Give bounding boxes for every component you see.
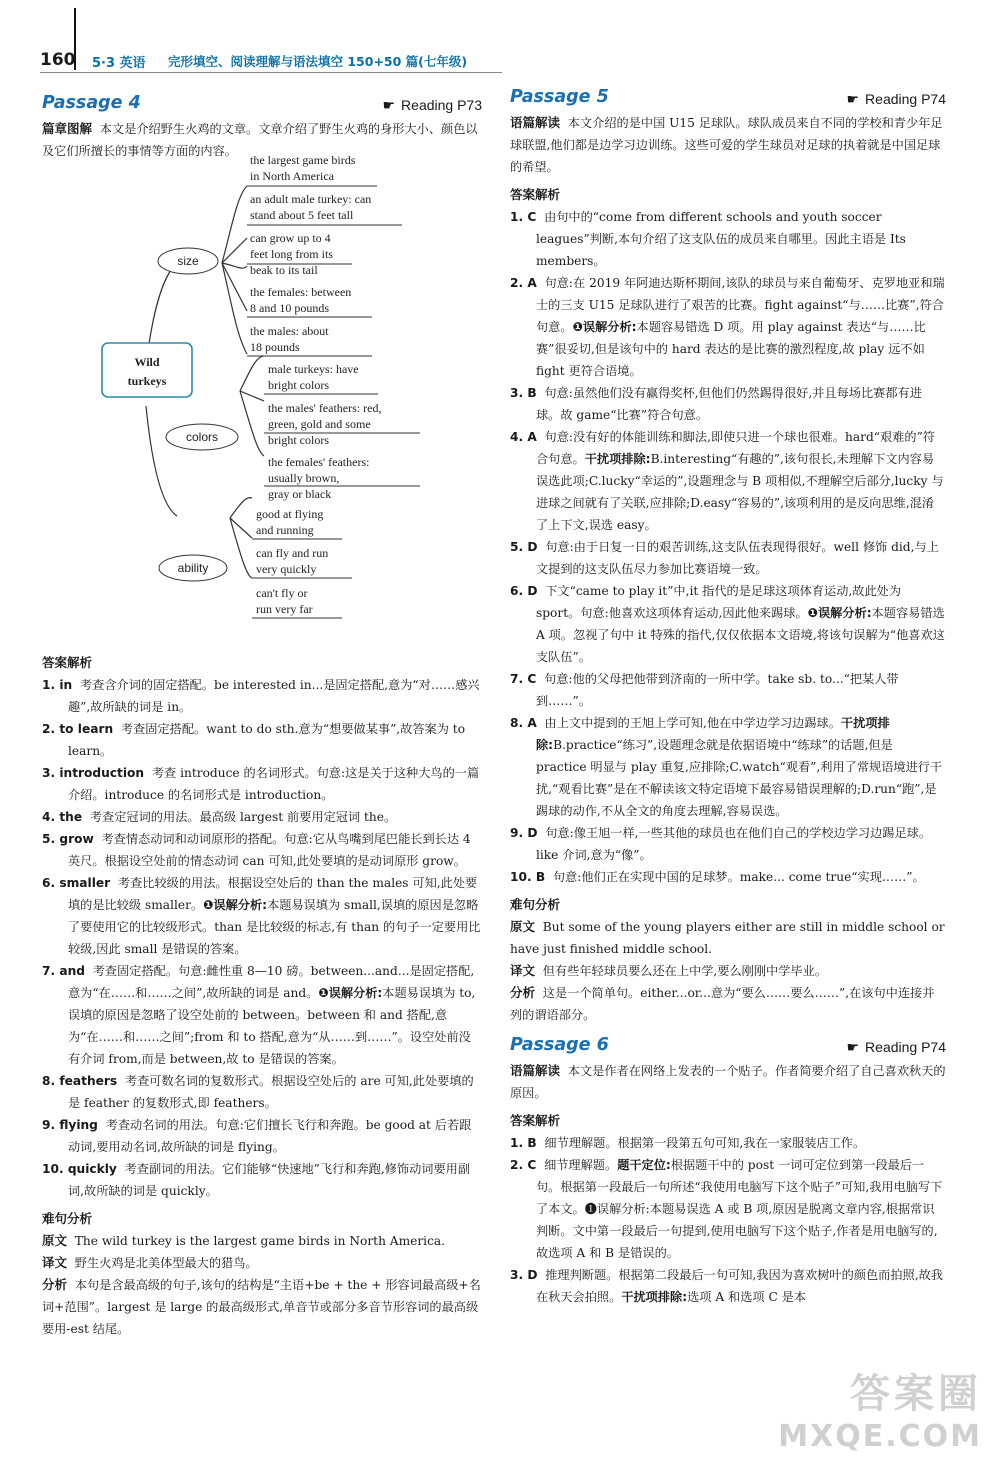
svg-text:can't fly or: can't fly or (256, 586, 308, 600)
mindmap-leaf (250, 324, 329, 354)
answer-item: 6. smaller 考查比较级的用法。根据设空处后的 than the males 可知,此处要填的是比较级 smaller。❶误解分析:本题易误填为 small,误填的原因是忽略了要使用它的比较级形式。than 是比较级的标志,有 than 的句子一定要用比较级,因此 small 是错误的答案。 (42, 876, 481, 956)
mindmap-leaf (250, 192, 371, 222)
passage6-title: Passage 6 (510, 1035, 609, 1055)
svg-text:can fly and run: can fly and run (256, 546, 329, 560)
passage5-answers-title: 答案解析 (510, 187, 561, 202)
svg-text:size: size (177, 254, 199, 268)
svg-text:beak to its tail: beak to its tail (250, 263, 318, 277)
passage5-intro: 语篇解读 本文介绍的是中国 U15 足球队。球队成员来自不同的学校和青少年足球联盟,他们都是边学习边训练。这些可爱的学生球员对足球的执着就是中国足球的希望。 (510, 115, 943, 174)
mindmap-leaf (256, 507, 323, 537)
answer-item: 8. feathers 考查可数名词的复数形式。根据设空处后的 are 可知,此处要填的是 feather 的复数形式,即 feathers。 (42, 1074, 474, 1110)
svg-text:the females' feathers:: the females' feathers: (268, 455, 370, 469)
answer-item: 5. grow 考查情态动词和动词原形的搭配。句意:它从鸟嘴到尾巴能长到长达 4 英尺。根据设空处前的情态动词 can 可知,此处要填的是动词原形 grow。 (42, 832, 471, 868)
passage6-answers-title: 答案解析 (510, 1113, 561, 1128)
passage5-hard-title: 难句分析 (510, 897, 561, 912)
passage6-answer-list (510, 1132, 946, 1308)
answer-item: 3. introduction 考查 introduce 的名词形式。句意:这是关于这种大鸟的一篇介绍。introduce 的名词形式是 introduction。 (42, 766, 480, 802)
svg-text:can grow up to 4: can grow up to 4 (250, 231, 331, 245)
passage6-intro: 语篇解读 本文是作者在网络上发表的一个贴子。作者简要介绍了自己喜欢秋天的原因。 (510, 1063, 946, 1100)
passage4-answer-list (42, 674, 482, 1202)
passage6-ref: ☛ Reading P74 (846, 1039, 946, 1055)
answer-item: 2. A 句意:在 2019 年阿迪达斯杯期间,该队的球员与来自葡萄牙、克罗地亚和瑞士的三支 U15 足球队进行了艰苦的比赛。fight against“与……比赛”,符合句意。❶误解分析:本题容易错选 D 项。用 play against 表达“与……比赛”很妥切,但是该句中的 hard 表达的是比赛的激烈程度,故 play 远不如 fight 更符合语境。 (510, 276, 945, 378)
right-column (510, 86, 946, 1308)
answer-item: 3. D 推理判断题。根据第二段最后一句可知,我因为喜欢树叶的颜色而拍照,故我在秋天会拍照。干扰项排除:选项 A 和选项 C 是本 (510, 1268, 943, 1304)
answer-item: 8. A 由上文中提到的王旭上学可知,他在中学边学习边踢球。干扰项排除:B.practice“练习”,设题理念就是依据语境中“练球”的话题,但是 practice 明显与 play 重复,应排除;C.watch“观看”,利用了常规语境进行干扰,“观看比赛”是在不解读该文特定语境下最容易错误理解的;D.run“跑”,是踢球的动作,不从全文的角度去理解,容易误选。 (510, 716, 943, 818)
svg-text:very quickly: very quickly (256, 562, 317, 576)
book-subtitle: 完形填空、阅读理解与语法填空 150+50 篇(七年级) (168, 54, 468, 69)
svg-text:Wild: Wild (134, 355, 160, 369)
pointing-hand-icon: ☛ (846, 91, 860, 107)
passage5-ref: ☛ Reading P74 (846, 91, 946, 107)
answer-item: 9. D 句意:像王旭一样,一些其他的球员也在他们自己的学校边学习边踢足球。like 介词,意为“像”。 (510, 826, 932, 862)
passage4-intro: 篇章图解 本文是介绍野生火鸡的文章。文章介绍了野生火鸡的身形大小、颜色以及它们所擅长的事情等方面的内容。 (42, 121, 478, 158)
answer-item: 9. flying 考查动名词的用法。句意:它们擅长飞行和奔跑。be good at 后若跟动词,要用动名词,故所缺的词是 flying。 (42, 1118, 472, 1154)
passage6-title-bar (510, 1034, 946, 1058)
answer-item: 2. C 细节理解题。题干定位:根据题干中的 post 一词可定位到第一段最后一句。根据第一段最后一句所述“我使用电脑写下这个贴子”可知,我用电脑写下了本文。❶误解分析:本题易误选 A 或 B 项,原因是脱离文章内容,根据常识判断。文中第一段最后一句提到,使用电脑写下这个贴子,作者是用电脑写的,故选项 A 和 B 是错误的。 (510, 1158, 943, 1260)
answer-item: 3. B 句意:虽然他们没有赢得奖杯,但他们仍然踢得很好,并且每场比赛都有进球。故 game“比赛”符合句意。 (510, 386, 922, 422)
svg-text:ability: ability (177, 561, 209, 575)
answer-item: 1. in 考查含介词的固定搭配。be interested in...是固定搭配,意为“对……感兴趣”,故所缺的词是 in。 (42, 678, 480, 714)
svg-text:turkeys: turkeys (127, 374, 167, 388)
svg-text:feet long from its: feet long from its (250, 247, 333, 261)
svg-text:the largest game birds: the largest game birds (250, 153, 356, 167)
passage4-hard-title: 难句分析 (42, 1211, 93, 1226)
answer-item: 10. B 句意:他们正在实现中国的足球梦。make... come true“实现……”。 (510, 870, 925, 884)
svg-text:good at flying: good at flying (256, 507, 324, 521)
svg-text:the males: about: the males: about (250, 324, 329, 338)
mindmap-branch-ability (159, 555, 227, 581)
passage5-title-bar (510, 86, 946, 110)
svg-text:the females: between: the females: between (250, 285, 352, 299)
svg-text:stand about 5 feet tall: stand about 5 feet tall (250, 208, 354, 222)
hard-sentence-analysis: 分析 这是一个简单句。either...or...意为“要么……要么……”,在该句中连接并列的谓语部分。 (510, 985, 935, 1022)
svg-text:male turkeys: have: male turkeys: have (268, 362, 359, 376)
mindmap (42, 153, 482, 646)
passage4-answers-title: 答案解析 (42, 655, 93, 670)
mindmap-leaf (250, 153, 356, 183)
hard-sentence-translation: 译文 野生火鸡是北美体型最大的猎鸟。 (42, 1255, 258, 1270)
mindmap-leaf (256, 546, 328, 576)
svg-text:run very far: run very far (256, 602, 313, 616)
answer-item: 1. C 由句中的“come from different schools and youth soccer leagues”判断,本句介绍了这支队伍的成员来自哪里。因此主语是 Its members。 (510, 210, 906, 268)
hard-sentence-original: 原文 But some of the young players either are still in middle school or have just finished middle school. (510, 919, 945, 956)
pointing-hand-icon: ☛ (846, 1039, 860, 1055)
passage4-title: Passage 4 (42, 93, 141, 113)
passage5-answer-list (510, 206, 946, 888)
mindmap-leaf (268, 362, 359, 392)
book-brand: 5·3 英语 (92, 56, 146, 71)
passage4-title-bar (42, 92, 482, 116)
svg-text:bright colors: bright colors (268, 433, 329, 447)
watermark: 答案圈 MXQE.COM (778, 1371, 982, 1454)
svg-text:usually brown,: usually brown, (268, 471, 340, 485)
answer-item: 4. the 考查定冠词的用法。最高级 largest 前要用定冠词 the。 (42, 810, 397, 824)
answer-item: 6. D 下文“came to play it”中,it 指代的是足球这项体育运动,故此处为 sport。句意:他喜欢这项体育运动,因此他来踢球。❶误解分析:本题容易错选 A 项。忽视了句中 it 特殊的指代,仅仅依据本文语境,将该句误解为“他喜欢这支队伍”。 (510, 584, 945, 664)
svg-text:colors: colors (185, 430, 219, 444)
passage5-title: Passage 5 (510, 87, 609, 107)
answer-item: 7. C 句意:他的父母把他带到济南的一所中学。take sb. to...“把某人带到……”。 (510, 672, 899, 708)
svg-text:an adult male turkey: can: an adult male turkey: can (250, 192, 372, 206)
svg-text:green, gold and some: green, gold and some (268, 417, 371, 431)
mindmap-leaf (268, 401, 381, 447)
page-header (40, 48, 500, 74)
page-number: 160 (40, 50, 76, 70)
answer-item: 7. and 考查固定搭配。句意:雌性重 8—10 磅。between...and...是固定搭配,意为“在……和……之间”,故所缺的词是 and。❶误解分析:本题易误填为 to,误填的原因是忽略了设空处前的 between。between 和 and 搭配,意为“在……和……之间”;from 和 to 搭配,意为“从……到……”。设空处前没有介词 from,而是 between,故 to 是错误的答案。 (42, 964, 476, 1066)
answer-item: 4. A 句意:没有好的体能训练和脚法,即使只进一个球也很难。hard“艰难的”符合句意。干扰项排除:B.interesting“有趣的”,该句很长,未理解下文内容易误选此项;C.lucky“幸运的”,设题理念与 B 项相似,不理解空后部分,lucky 与进球之间就有了关联,应排除;D.easy“容易的”,该项利用的是反向思维,混淆了上下文,误选 easy。 (510, 430, 944, 532)
svg-text:in North America: in North America (250, 169, 334, 183)
mindmap-center-node (102, 343, 192, 397)
svg-text:and running: and running (256, 523, 314, 537)
pointing-hand-icon: ☛ (382, 97, 396, 113)
hard-sentence-analysis: 分析 本句是含最高级的句子,该句的结构是“主语+be + the + 形容词最高级+名词+范围”。largest 是 large 的最高级形式,单音节或部分多音节形容词的最高级要用-est 结尾。 (42, 1277, 481, 1336)
svg-text:18 pounds: 18 pounds (250, 340, 300, 354)
svg-text:8 and 10 pounds: 8 and 10 pounds (250, 301, 329, 315)
mindmap-branch-colors (166, 424, 238, 450)
mindmap-branch-size (158, 248, 218, 274)
hard-sentence-translation: 译文 但有些年轻球员要么还在上中学,要么刚刚中学毕业。 (510, 963, 827, 978)
mindmap-leaf (256, 586, 313, 616)
mindmap-leaf (250, 285, 351, 315)
svg-text:the males' feathers: red,: the males' feathers: red, (268, 401, 382, 415)
mindmap-leaf (268, 455, 369, 501)
hard-sentence-original: 原文 The wild turkey is the largest game birds in North America. (42, 1233, 446, 1248)
svg-text:gray or black: gray or black (268, 487, 332, 501)
left-column (42, 92, 482, 1340)
mindmap-leaf (250, 231, 333, 277)
answer-item: 1. B 细节理解题。根据第一段第五句可知,我在一家服装店工作。 (510, 1136, 866, 1150)
passage4-ref: ☛ Reading P73 (382, 97, 482, 113)
answer-item: 2. to learn 考查固定搭配。want to do sth.意为“想要做某事”,故答案为 to learn。 (42, 722, 466, 758)
answer-item: 5. D 句意:由于日复一日的艰苦训练,这支队伍表现得很好。well 修饰 did,与上文提到的这支队伍尽力参加比赛语境一致。 (510, 540, 939, 576)
header-rule (40, 72, 502, 73)
svg-text:bright colors: bright colors (268, 378, 329, 392)
answer-item: 10. quickly 考查副词的用法。它们能够“快速地”飞行和奔跑,修饰动词要用副词,故所缺的词是 quickly。 (42, 1162, 471, 1198)
